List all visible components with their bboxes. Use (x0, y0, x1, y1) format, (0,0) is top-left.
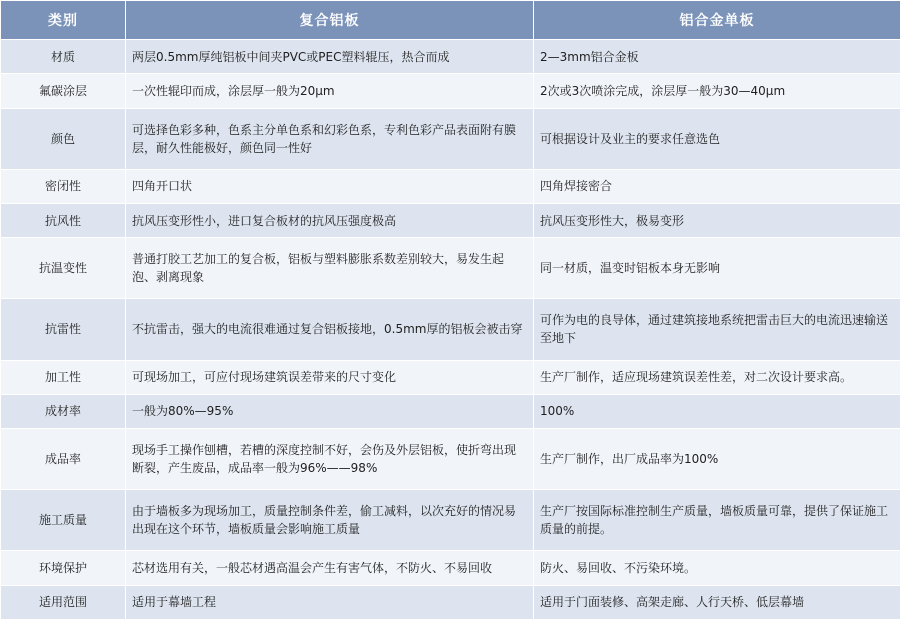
row-category-label: 密闭性 (1, 169, 126, 203)
row-category-label: 适用范围 (1, 585, 126, 619)
row-category-label: 成材率 (1, 394, 126, 428)
table-body (1, 40, 900, 620)
header-category: 类别 (1, 1, 126, 40)
table-row (1, 360, 900, 394)
composite-panel-cell: 一次性辊印而成，涂层厚一般为20μm (126, 74, 534, 108)
table-row (1, 169, 900, 203)
single-panel-cell: 2—3mm铝合金板 (534, 40, 900, 74)
single-panel-cell: 抗风压变形性大，极易变形 (534, 203, 900, 237)
table-row (1, 299, 900, 360)
row-category-label: 施工质量 (1, 490, 126, 551)
table-row (1, 585, 900, 619)
header-single-panel: 铝合金单板 (534, 1, 900, 40)
table-row (1, 394, 900, 428)
composite-panel-cell: 适用于幕墙工程 (126, 585, 534, 619)
single-panel-cell: 四角焊接密合 (534, 169, 900, 203)
table-row (1, 203, 900, 237)
composite-panel-cell: 由于墙板多为现场加工，质量控制条件差，偷工减料，以次充好的情况易出现在这个环节，墙板质量会影响施工质量 (126, 490, 534, 551)
single-panel-cell: 100% (534, 394, 900, 428)
row-category-label: 环境保护 (1, 551, 126, 585)
composite-panel-cell: 可选择色彩多种，色系主分单色系和幻彩色系，专利色彩产品表面附有膜层，耐久性能极好，颜色同一性好 (126, 108, 534, 169)
table-row (1, 551, 900, 585)
single-panel-cell: 可根据设计及业主的要求任意选色 (534, 108, 900, 169)
table-header-row (1, 1, 900, 40)
single-panel-cell: 生产厂按国际标准控制生产质量，墙板质量可靠，提供了保证施工质量的前提。 (534, 490, 900, 551)
row-category-label: 抗雷性 (1, 299, 126, 360)
table-row (1, 74, 900, 108)
composite-panel-cell: 芯材选用有关，一般芯材遇高温会产生有害气体，不防火、不易回收 (126, 551, 534, 585)
table-row (1, 490, 900, 551)
single-panel-cell: 同一材质，温变时铝板本身无影响 (534, 238, 900, 299)
single-panel-cell: 2次或3次喷涂完成，涂层厚一般为30—40μm (534, 74, 900, 108)
row-category-label: 材质 (1, 40, 126, 74)
composite-panel-cell: 一般为80%—95% (126, 394, 534, 428)
table-row (1, 429, 900, 490)
composite-panel-cell: 两层0.5mm厚纯铝板中间夹PVC或PEC塑料辊压，热合而成 (126, 40, 534, 74)
row-category-label: 颜色 (1, 108, 126, 169)
row-category-label: 成品率 (1, 429, 126, 490)
header-composite-panel: 复合铝板 (126, 1, 534, 40)
table-row (1, 40, 900, 74)
table-row (1, 108, 900, 169)
row-category-label: 加工性 (1, 360, 126, 394)
row-category-label: 抗风性 (1, 203, 126, 237)
row-category-label: 氟碳涂层 (1, 74, 126, 108)
composite-panel-cell: 不抗雷击，强大的电流很难通过复合铝板接地，0.5mm厚的铝板会被击穿 (126, 299, 534, 360)
row-category-label: 抗温变性 (1, 238, 126, 299)
single-panel-cell: 生产厂制作，适应现场建筑误差性差，对二次设计要求高。 (534, 360, 900, 394)
composite-panel-cell: 抗风压变形性小，进口复合板材的抗风压强度极高 (126, 203, 534, 237)
composite-panel-cell: 普通打胶工艺加工的复合板，铝板与塑料膨胀系数差别较大，易发生起泡、剥离现象 (126, 238, 534, 299)
composite-panel-cell: 四角开口状 (126, 169, 534, 203)
composite-panel-cell: 可现场加工，可应付现场建筑误差带来的尺寸变化 (126, 360, 534, 394)
table-row (1, 238, 900, 299)
single-panel-cell: 适用于门面装修、高架走廊、人行天桥、低层幕墙 (534, 585, 900, 619)
single-panel-cell: 可作为电的良导体，通过建筑接地系统把雷击巨大的电流迅速输送至地下 (534, 299, 900, 360)
single-panel-cell: 生产厂制作，出厂成品率为100% (534, 429, 900, 490)
single-panel-cell: 防火、易回收、不污染环境。 (534, 551, 900, 585)
composite-panel-cell: 现场手工操作刨槽，若槽的深度控制不好，会伤及外层铝板，使折弯出现断裂，产生废品，成品率一般为96%——98% (126, 429, 534, 490)
